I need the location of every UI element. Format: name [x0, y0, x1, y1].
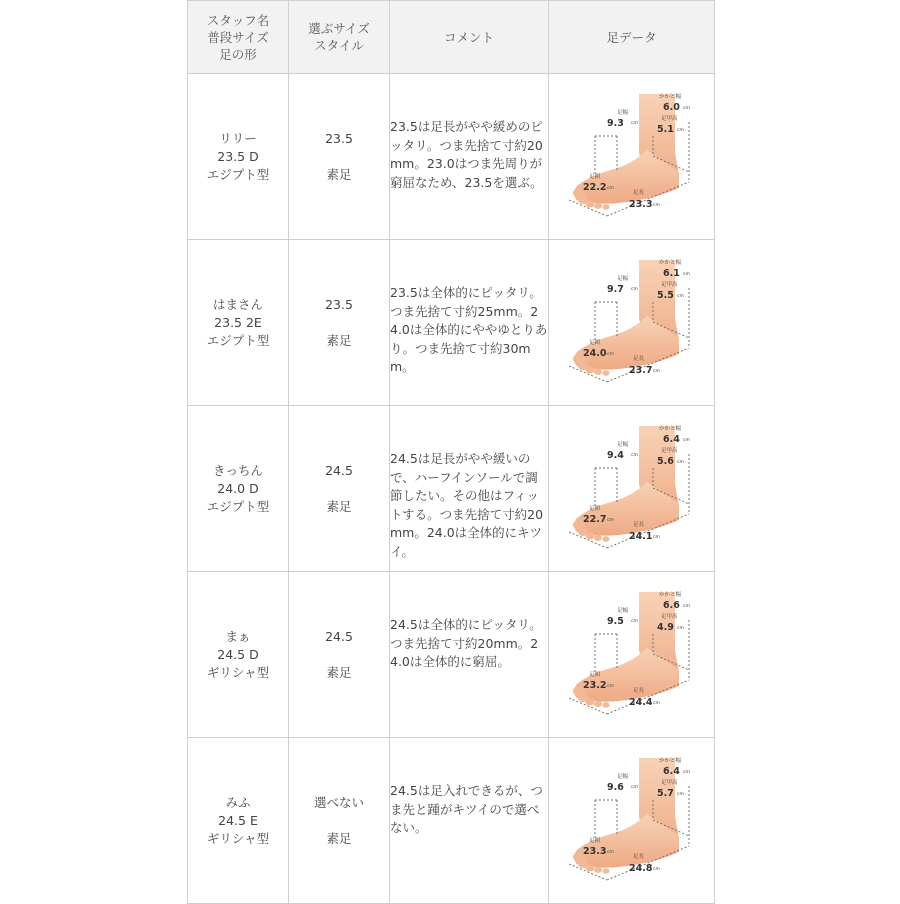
staff-row: [188, 572, 715, 738]
toe-shape: [594, 701, 602, 707]
header-style: [289, 1, 390, 74]
unit-label: cm: [630, 452, 638, 458]
label-length: 足長: [632, 189, 644, 196]
staff-row: [188, 406, 715, 572]
wear-style: 素足: [326, 498, 352, 514]
value-foot-width: 9.5: [606, 615, 624, 627]
usual-size: 23.5 D: [217, 148, 259, 164]
foot-data-cell: [549, 572, 715, 738]
toe-shape: [594, 535, 602, 541]
usual-size: 24.5 D: [217, 646, 259, 662]
label-heel-width: かかと幅: [658, 757, 681, 764]
comment-cell: [390, 74, 549, 240]
unit-label: cm: [652, 534, 660, 540]
label-instep-height: 足甲高: [660, 281, 678, 288]
usual-size: 23.5 2E: [214, 314, 262, 330]
header-style-line: 選ぶサイズ: [308, 21, 370, 36]
chosen-size: 23.5: [325, 296, 353, 312]
staff-name: リリー: [219, 130, 257, 146]
foot-data-cell: [549, 74, 715, 240]
foot-illustration: [567, 590, 697, 720]
foot-shape: エジプト型: [206, 498, 270, 514]
value-circumference: 24.0: [582, 347, 606, 359]
unit-label: cm: [630, 784, 638, 790]
value-circumference: 22.7: [582, 513, 606, 525]
staff-name: みふ: [225, 794, 251, 810]
staff-cell: [188, 74, 289, 240]
foot-illustration: [567, 258, 697, 388]
comment-cell: [390, 240, 549, 406]
comment-text: 23.5は全体的にピッタリ。つま先捨て寸約25mm。24.0は全体的にややゆとりあり。つま先捨て寸約30mm。: [390, 285, 548, 374]
label-foot-width: 足幅: [616, 773, 628, 780]
label-length: 足長: [632, 853, 644, 860]
toe-shape: [585, 366, 594, 373]
label-circumference: 足囲: [588, 339, 600, 346]
value-circumference: 22.2: [582, 181, 606, 193]
foot-data-cell: [549, 738, 715, 904]
unit-label: cm: [606, 849, 614, 855]
comment-cell: [390, 406, 549, 572]
toe-shape: [585, 532, 594, 539]
label-instep-height: 足甲高: [660, 779, 678, 786]
foot-data-cell: [549, 240, 715, 406]
value-heel-width: 6.6: [662, 599, 680, 611]
header-staff-line: 普段サイズ: [207, 29, 269, 45]
header-foot-data: 足データ: [549, 1, 715, 74]
label-heel-width: かかと幅: [658, 259, 681, 266]
header-staff-line: スタッフ名: [206, 12, 270, 28]
foot-shape: エジプト型: [206, 166, 270, 182]
value-instep-height: 4.9: [656, 621, 674, 633]
comment-cell: [390, 738, 549, 904]
staff-cell: [188, 738, 289, 904]
label-foot-width: 足幅: [616, 275, 628, 282]
staff-name: きっちん: [212, 462, 263, 478]
toe-shape: [602, 868, 609, 874]
staff-row: [188, 240, 715, 406]
foot-illustration: [567, 92, 697, 222]
staff-cell: [188, 572, 289, 738]
chosen-size: 24.5: [325, 628, 353, 644]
label-heel-width: かかと幅: [658, 591, 681, 598]
value-foot-width: 9.4: [606, 449, 624, 461]
value-foot-width: 9.7: [606, 283, 624, 295]
size-table: [187, 0, 715, 904]
unit-label: cm: [676, 459, 684, 465]
unit-label: cm: [606, 683, 614, 689]
unit-label: cm: [676, 127, 684, 133]
value-heel-width: 6.1: [662, 267, 680, 279]
comment-text: 23.5は足長がやや緩めのピッタリ。つま先捨て寸約20mm。23.0はつま先周りが窮屈なため、23.5を選ぶ。: [390, 119, 543, 190]
foot-shape: ギリシャ型: [206, 664, 270, 680]
label-instep-height: 足甲高: [660, 447, 678, 454]
toe-shape: [585, 698, 594, 705]
value-heel-width: 6.4: [662, 765, 680, 777]
label-circumference: 足囲: [588, 671, 600, 678]
unit-label: cm: [652, 700, 660, 706]
unit-label: cm: [682, 105, 690, 111]
toe-shape: [585, 200, 594, 207]
unit-label: cm: [606, 351, 614, 357]
value-heel-width: 6.0: [662, 101, 680, 113]
chosen-size: 23.5: [325, 130, 353, 146]
usual-size: 24.5 E: [218, 812, 258, 828]
label-heel-width: かかと幅: [658, 93, 681, 100]
foot-illustration: [567, 756, 697, 886]
unit-label: cm: [682, 437, 690, 443]
value-circumference: 23.2: [582, 679, 606, 691]
wear-style: 素足: [326, 332, 352, 348]
comment-text: 24.5は全体的にピッタリ。つま先捨て寸約20mm。24.0は全体的に窮屈。: [390, 617, 542, 669]
staff-name: はまさん: [212, 296, 263, 312]
label-heel-width: かかと幅: [658, 425, 681, 432]
header-comment: コメント: [390, 1, 549, 74]
style-cell: [289, 406, 390, 572]
unit-label: cm: [606, 185, 614, 191]
value-foot-width: 9.6: [606, 781, 624, 793]
comment-text: 24.5は足入れできるが、つま先と踵がキツイので選べない。: [390, 783, 543, 835]
unit-label: cm: [682, 603, 690, 609]
unit-label: cm: [676, 791, 684, 797]
value-instep-height: 5.7: [656, 787, 674, 799]
label-foot-width: 足幅: [616, 441, 628, 448]
unit-label: cm: [652, 368, 660, 374]
label-foot-width: 足幅: [616, 607, 628, 614]
value-instep-height: 5.5: [656, 289, 674, 301]
value-instep-height: 5.6: [656, 455, 674, 467]
style-cell: [289, 74, 390, 240]
comment-text: 24.5は足長がやや緩いので、ハーフインソールで調節したい。その他はフィットする。つま先捨て寸約20mm。24.0は全体的にキツイ。: [390, 451, 544, 559]
value-length: 23.3: [628, 198, 652, 210]
unit-label: cm: [630, 120, 638, 126]
toe-shape: [585, 864, 594, 871]
label-circumference: 足囲: [588, 837, 600, 844]
unit-label: cm: [682, 769, 690, 775]
unit-label: cm: [630, 286, 638, 292]
staff-cell: [188, 406, 289, 572]
comment-cell: [390, 572, 549, 738]
unit-label: cm: [682, 271, 690, 277]
value-length: 24.1: [628, 530, 652, 542]
staff-name: まぁ: [225, 628, 251, 644]
label-instep-height: 足甲高: [660, 613, 678, 620]
label-circumference: 足囲: [588, 173, 600, 180]
staff-row: [188, 738, 715, 904]
toe-shape: [594, 867, 602, 873]
toe-shape: [602, 536, 609, 542]
style-cell: [289, 240, 390, 406]
value-circumference: 23.3: [582, 845, 606, 857]
value-heel-width: 6.4: [662, 433, 680, 445]
toe-shape: [602, 370, 609, 376]
foot-shape: エジプト型: [206, 332, 270, 348]
label-foot-width: 足幅: [616, 109, 628, 116]
wear-style: 素足: [326, 664, 352, 680]
chosen-size: 24.5: [325, 462, 353, 478]
label-length: 足長: [632, 521, 644, 528]
value-instep-height: 5.1: [656, 123, 674, 135]
foot-shape: ギリシャ型: [206, 830, 270, 846]
label-circumference: 足囲: [588, 505, 600, 512]
value-length: 24.4: [628, 696, 652, 708]
style-cell: [289, 738, 390, 904]
unit-label: cm: [676, 625, 684, 631]
unit-label: cm: [652, 866, 660, 872]
unit-label: cm: [676, 293, 684, 299]
value-foot-width: 9.3: [606, 117, 624, 129]
toe-shape: [602, 204, 609, 210]
header-staff-line: 足の形: [219, 46, 257, 62]
unit-label: cm: [606, 517, 614, 523]
header-row: [188, 1, 715, 74]
toe-shape: [602, 702, 609, 708]
header-style-line: スタイル: [314, 38, 364, 53]
foot-illustration: [567, 424, 697, 554]
usual-size: 24.0 D: [217, 480, 259, 496]
toe-shape: [594, 203, 602, 209]
label-length: 足長: [632, 355, 644, 362]
unit-label: cm: [652, 202, 660, 208]
chosen-size: 選べない: [313, 794, 364, 810]
value-length: 23.7: [628, 364, 652, 376]
toe-shape: [594, 369, 602, 375]
wear-style: 素足: [326, 166, 352, 182]
unit-label: cm: [630, 618, 638, 624]
header-staff: [188, 1, 289, 74]
label-instep-height: 足甲高: [660, 115, 678, 122]
staff-row: [188, 74, 715, 240]
style-cell: [289, 572, 390, 738]
label-length: 足長: [632, 687, 644, 694]
staff-cell: [188, 240, 289, 406]
foot-data-cell: [549, 406, 715, 572]
wear-style: 素足: [326, 830, 352, 846]
value-length: 24.8: [628, 862, 652, 874]
